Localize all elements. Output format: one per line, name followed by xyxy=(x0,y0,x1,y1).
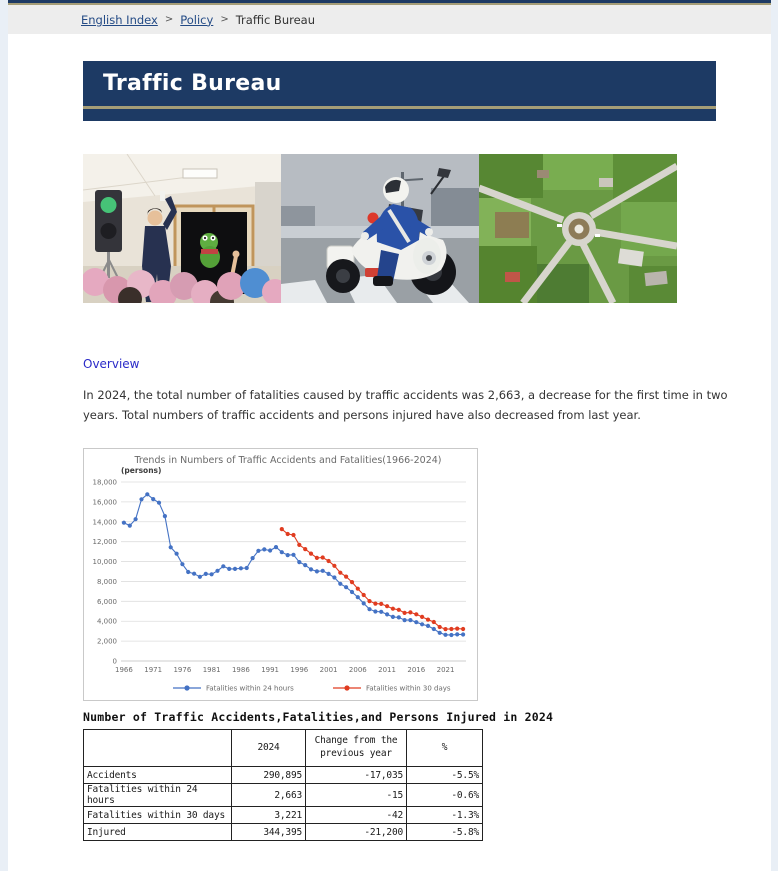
page-title-banner xyxy=(83,61,716,121)
row-value-2024: 344,395 xyxy=(232,824,306,841)
svg-text:10,000: 10,000 xyxy=(92,558,117,567)
svg-text:18,000: 18,000 xyxy=(92,478,117,487)
breadcrumb-link-policy[interactable]: Policy xyxy=(180,12,214,27)
svg-text:Fatalities within 30 days: Fatalities within 30 days xyxy=(366,684,451,693)
banner-sub-strip xyxy=(83,109,716,121)
col-header-change: Change from the previous year xyxy=(306,730,407,767)
fatalities-trend-chart xyxy=(85,450,476,699)
table-row xyxy=(84,807,483,824)
svg-text:(persons): (persons) xyxy=(121,466,162,476)
row-percent: -5.8% xyxy=(407,824,483,841)
row-percent: -0.6% xyxy=(407,784,483,807)
row-change: -42 xyxy=(306,807,407,824)
svg-text:1971: 1971 xyxy=(144,666,163,675)
table-title: Number of Traffic Accidents,Fatalities,and Persons Injured in 2024 xyxy=(83,710,554,725)
row-label: Fatalities within 24 hours xyxy=(84,784,232,807)
table-header-row xyxy=(84,730,483,767)
traffic-safety-class-photo xyxy=(83,154,281,303)
row-change: -21,200 xyxy=(306,824,407,841)
svg-text:2021: 2021 xyxy=(436,666,455,675)
svg-text:14,000: 14,000 xyxy=(92,518,117,527)
accidents-table xyxy=(83,729,483,841)
row-value-2024: 2,663 xyxy=(232,784,306,807)
svg-text:Fatalities within 24 hours: Fatalities within 24 hours xyxy=(206,684,294,693)
table-row xyxy=(84,784,483,807)
svg-text:2016: 2016 xyxy=(407,666,426,675)
breadcrumb-current: Traffic Bureau xyxy=(235,12,315,27)
row-label: Accidents xyxy=(84,767,232,784)
page xyxy=(8,0,771,871)
col-header-empty xyxy=(84,730,232,767)
row-percent: -1.3% xyxy=(407,807,483,824)
svg-text:0: 0 xyxy=(112,657,117,666)
breadcrumb-separator: > xyxy=(164,14,174,25)
roundabout-aerial-photo xyxy=(479,154,677,303)
svg-text:2001: 2001 xyxy=(319,666,338,675)
svg-text:1986: 1986 xyxy=(231,666,250,675)
svg-text:Trends in Numbers of Traffic A: Trends in Numbers of Traffic Accidents and Fatalities(1966-2024) xyxy=(134,455,442,467)
svg-text:4,000: 4,000 xyxy=(96,617,117,626)
chart-container xyxy=(83,448,478,701)
overview-link[interactable]: Overview xyxy=(83,357,140,371)
police-motorcycle-photo xyxy=(281,154,479,303)
col-header-2024: 2024 xyxy=(232,730,306,767)
svg-text:1991: 1991 xyxy=(261,666,280,675)
row-value-2024: 290,895 xyxy=(232,767,306,784)
main-content xyxy=(8,34,771,871)
overview-paragraph: In 2024, the total number of fatalities caused by traffic accidents was 2,663, a decrease for the first time in two years. Total numbers of traffic accidents and persons injured have also decreased from last year. xyxy=(83,388,728,423)
breadcrumb xyxy=(8,5,771,34)
svg-text:2011: 2011 xyxy=(378,666,396,675)
svg-text:1966: 1966 xyxy=(115,666,133,675)
svg-text:16,000: 16,000 xyxy=(92,498,117,507)
svg-text:12,000: 12,000 xyxy=(92,538,117,547)
svg-text:6,000: 6,000 xyxy=(96,598,117,607)
row-value-2024: 3,221 xyxy=(232,807,306,824)
table-row xyxy=(84,824,483,841)
row-change: -15 xyxy=(306,784,407,807)
breadcrumb-link-english-index[interactable]: English Index xyxy=(81,12,158,27)
svg-text:2006: 2006 xyxy=(348,666,367,675)
col-header-percent: % xyxy=(407,730,483,767)
row-percent: -5.5% xyxy=(407,767,483,784)
row-change: -17,035 xyxy=(306,767,407,784)
row-label: Injured xyxy=(84,824,232,841)
svg-text:2,000: 2,000 xyxy=(96,637,117,646)
table-row xyxy=(84,767,483,784)
page-title: Traffic Bureau xyxy=(103,71,282,96)
svg-text:1996: 1996 xyxy=(290,666,309,675)
breadcrumb-separator: > xyxy=(220,14,229,25)
svg-text:1981: 1981 xyxy=(202,666,221,675)
page-title-bar xyxy=(83,61,716,106)
photo-strip xyxy=(83,154,677,303)
svg-text:8,000: 8,000 xyxy=(96,578,117,587)
row-label: Fatalities within 30 days xyxy=(84,807,232,824)
svg-text:1976: 1976 xyxy=(173,666,192,675)
